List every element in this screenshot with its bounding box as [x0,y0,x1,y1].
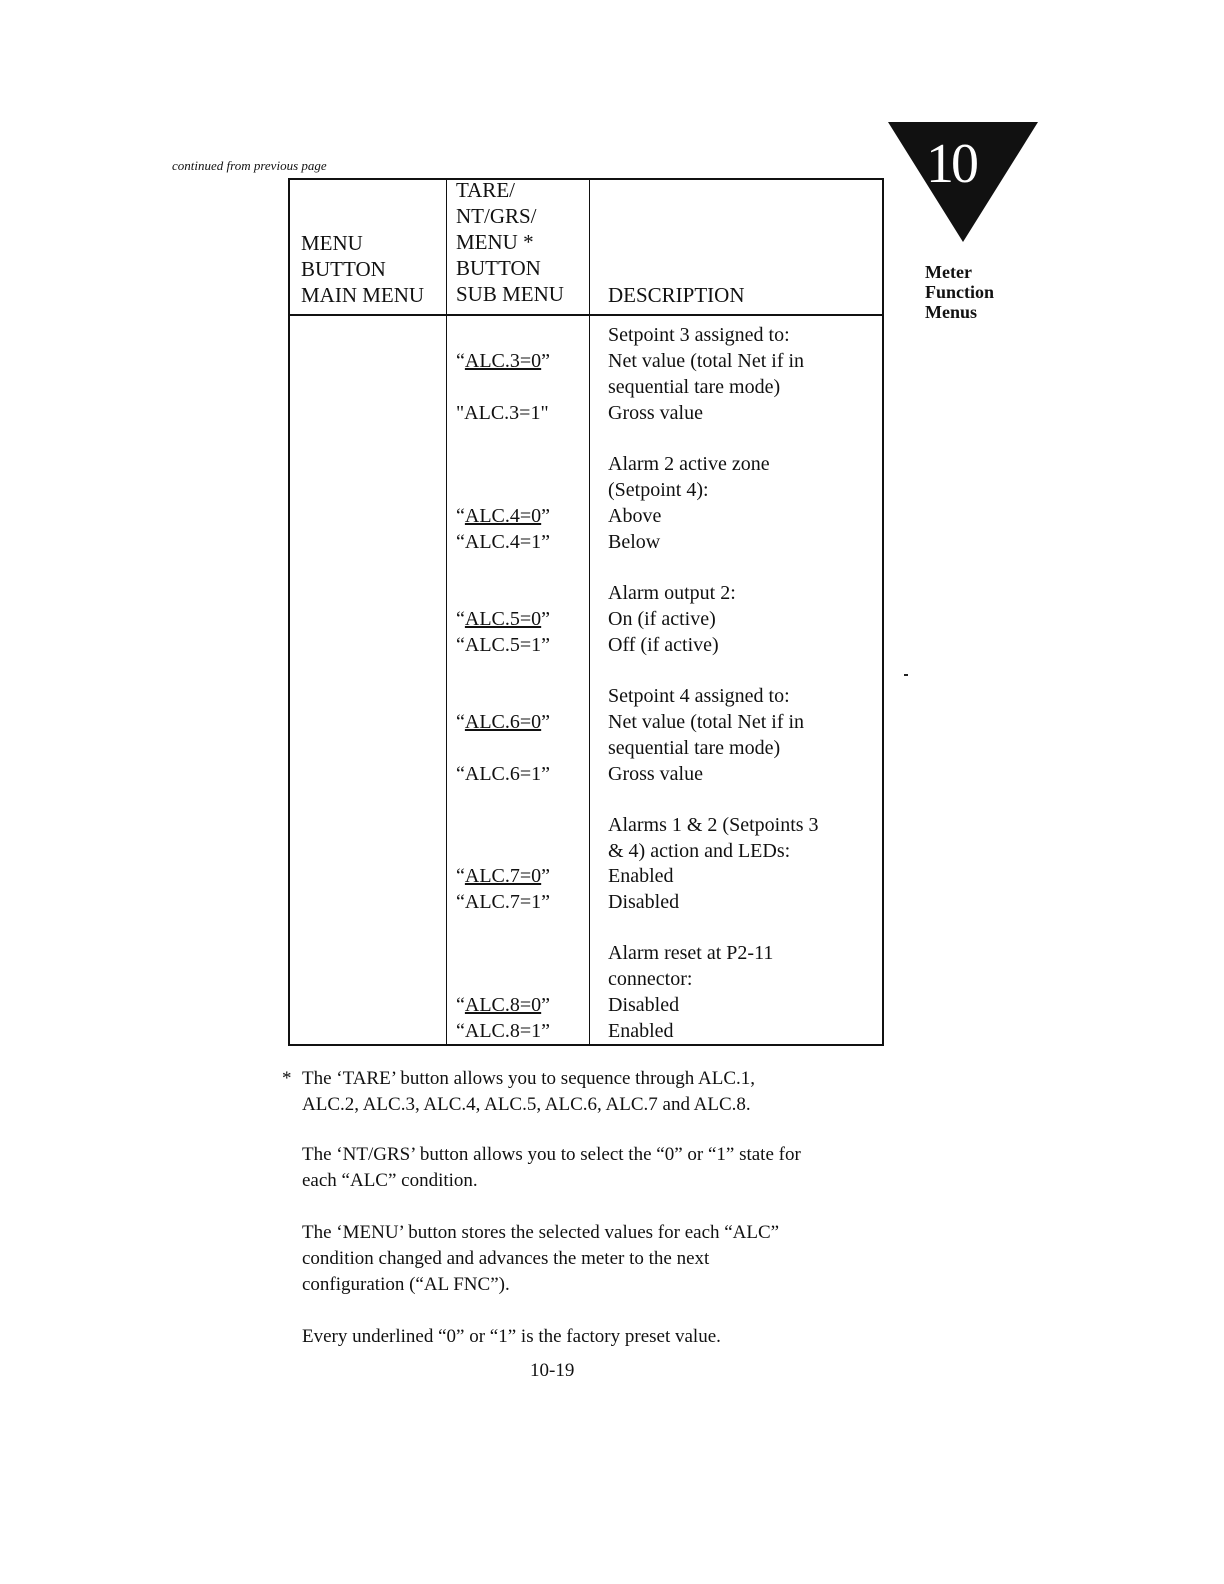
desc-line: Above [608,505,662,527]
factory-default-code: ALC.5=0 [464,608,542,630]
desc-line: Off (if active) [608,634,719,656]
factory-default-code: ALC.3=0 [464,350,542,372]
alc-menu-table [288,178,884,1046]
desc-line: & 4) action and LEDs: [608,840,791,862]
desc-line: Net value (total Net if in [608,711,805,733]
desc-line: connector: [608,968,693,990]
column-divider [446,180,447,1044]
option-alc8-0: “ALC.8=0” [456,994,551,1016]
chapter-label-line: Meter [925,262,972,282]
header-line: MENU * [456,230,534,254]
desc-line: Alarm output 2: [608,582,736,604]
option-alc7-1: “ALC.7=1” [456,891,551,913]
note-factory-preset: Every underlined “0” or “1” is the factory preset value. [302,1326,721,1347]
option-alc5-0: “ALC.5=0” [456,608,551,630]
note-tare: The ‘TARE’ button allows you to sequence through ALC.1, ALC.2, ALC.3, ALC.4, ALC.5, ALC.6, ALC.7 and ALC.8. [302,1068,755,1115]
desc-line: Alarms 1 & 2 (Setpoints 3 [608,814,819,836]
factory-default-code: ALC.7=0 [464,865,542,887]
option-alc6-0: “ALC.6=0” [456,711,551,733]
desc-line: Disabled [608,994,680,1016]
desc-line: Alarm reset at P2-11 [608,942,774,964]
header-line: MENU [301,231,363,255]
option-alc5-1: “ALC.5=1” [456,634,551,656]
header-line: DESCRIPTION [608,283,745,307]
desc-line: Alarm 2 active zone [608,453,770,475]
chapter-number: 10 [926,133,976,195]
option-alc4-1: “ALC.4=1” [456,531,551,553]
desc-line: sequential tare mode) [608,376,781,398]
header-sub-menu [456,177,564,307]
factory-default-code: ALC.4=0 [464,505,542,527]
desc-line: Enabled [608,865,674,887]
desc-line: (Setpoint 4): [608,479,709,501]
chapter-tab-label [925,262,994,322]
header-line: SUB MENU [456,282,564,306]
desc-line: Gross value [608,402,703,424]
desc-line: Below [608,531,661,553]
header-divider [290,314,882,316]
desc-line: Gross value [608,763,703,785]
header-description [608,282,745,308]
header-line: TARE/ [456,178,515,202]
option-alc4-0: “ALC.4=0” [456,505,551,527]
desc-line: Enabled [608,1020,674,1042]
factory-default-code: ALC.6=0 [464,711,542,733]
page-number: 10-19 [530,1360,575,1381]
header-line: MAIN MENU [301,283,425,307]
desc-line: Net value (total Net if in [608,350,805,372]
column-divider [589,180,590,1044]
chapter-label-line: Menus [925,302,978,322]
option-alc6-1: “ALC.6=1” [456,763,551,785]
header-line: BUTTON [456,256,541,280]
option-alc3-0: “ALC.3=0” [456,350,551,372]
note-menu: The ‘MENU’ button stores the selected values for each “ALC” condition changed and advances the meter to the next configuration (“AL FNC”). [302,1222,780,1295]
desc-line: Setpoint 4 assigned to: [608,685,790,707]
header-line: BUTTON [301,257,386,281]
desc-line: On (if active) [608,608,716,630]
factory-default-code: ALC.8=0 [464,994,542,1016]
note-ntgrs: The ‘NT/GRS’ button allows you to select the “0” or “1” state for each “ALC” condition. [302,1144,801,1191]
option-alc8-1: “ALC.8=1” [456,1020,551,1042]
continued-note: continued from previous page [172,158,327,173]
chapter-label-line: Function [925,282,995,302]
option-alc7-0: “ALC.7=0” [456,865,551,887]
stray-mark [904,674,908,676]
desc-line: Setpoint 3 assigned to: [608,324,790,346]
desc-line: sequential tare mode) [608,737,781,759]
header-line: NT/GRS/ [456,204,537,228]
option-alc3-1: "ALC.3=1" [456,402,549,424]
desc-line: Disabled [608,891,680,913]
header-main-menu [301,230,424,308]
footnote-asterisk: * [282,1068,292,1089]
